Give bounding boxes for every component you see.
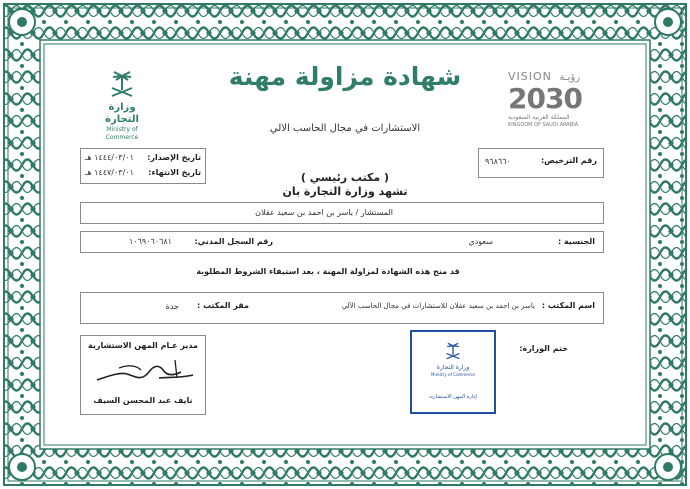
office-name-label: اسم المكتب : bbox=[541, 301, 595, 310]
signatory-name: نايف عبد المحسن السيف bbox=[93, 396, 193, 405]
grant-statement: قد منح هذه الشهادة لمزاولة المهنة ، بعد استيفاء الشروط المطلوبة bbox=[196, 267, 460, 276]
signature-box bbox=[80, 335, 206, 415]
expiry-date-label: تاريخ الانتهاء: bbox=[148, 168, 201, 177]
ministry-logo bbox=[92, 70, 152, 141]
identity-box bbox=[80, 231, 604, 253]
civil-record-label: رقم السجل المدني: bbox=[194, 237, 273, 246]
license-number-box bbox=[478, 148, 604, 178]
office-hq-label: مقر المكتب : bbox=[197, 301, 249, 310]
ministry-name-en: Ministry of Commerce bbox=[105, 126, 139, 141]
vision-word: VISION bbox=[508, 70, 552, 83]
vision-year: 2030 bbox=[508, 82, 582, 115]
seal-ministry-en: Ministry of Commerce bbox=[431, 372, 475, 377]
vision-sub-en: KINGDOM OF SAUDI ARABIA bbox=[508, 122, 579, 128]
nationality-label: الجنسية : bbox=[557, 237, 595, 246]
certificate-title: شهادة مزاولة مهنة bbox=[228, 62, 462, 91]
vision-word-ar: رؤيـة bbox=[559, 72, 581, 83]
certificate-field: الاستشارات في مجال الحاسب الالي bbox=[269, 123, 421, 134]
vision-2030-logo bbox=[508, 70, 598, 132]
office-type: ( مكتب رئيسي ) bbox=[300, 171, 390, 184]
civil-record-value: ١٠٦٩٠٦٠٦٨١ bbox=[129, 237, 172, 246]
issue-date-label: تاريخ الإصدار: bbox=[147, 153, 201, 162]
ministry-name-ar: وزارة التجارة bbox=[105, 102, 139, 125]
signatory-title: مدير عـام المهن الاستشارية bbox=[87, 341, 198, 350]
license-number-value: ٩٦٨٦٦٠ bbox=[485, 157, 511, 166]
attestation-text: تشهد وزارة التجارة بان bbox=[282, 185, 408, 198]
palm-swords-emblem-icon bbox=[444, 342, 462, 360]
dates-box bbox=[80, 148, 206, 184]
seal-ministry: وزارة التجارة bbox=[436, 364, 470, 371]
seal-label: ختم الوزارة: bbox=[519, 344, 568, 353]
office-name-value: ياسر بن احمد بن سعيد عقلان للاستشارات في مجال الحاسب الآلي bbox=[341, 302, 535, 310]
ministry-seal bbox=[410, 330, 496, 414]
consultant-name: المستشار / ياسر بن احمد بن سعيد عقلان bbox=[255, 208, 393, 217]
license-number-label: رقم الترخيص: bbox=[540, 156, 597, 165]
office-hq-value: جدة bbox=[165, 302, 179, 311]
expiry-date-value: ١٤٤٧/٠٣/٠١ هـ bbox=[85, 168, 134, 177]
nationality-value: سعودي bbox=[468, 237, 493, 246]
issue-date-value: ١٤٤٤/٠٣/٠١ هـ bbox=[85, 153, 134, 162]
seal-dept: إدارة المهن الاستشارية bbox=[429, 394, 477, 400]
palm-swords-emblem-icon bbox=[109, 70, 135, 98]
consultant-name-box bbox=[80, 202, 604, 224]
signature-image bbox=[89, 354, 199, 388]
vision-sub-ar: المملكة العربية السعودية bbox=[508, 114, 570, 121]
office-details-box bbox=[80, 292, 604, 324]
